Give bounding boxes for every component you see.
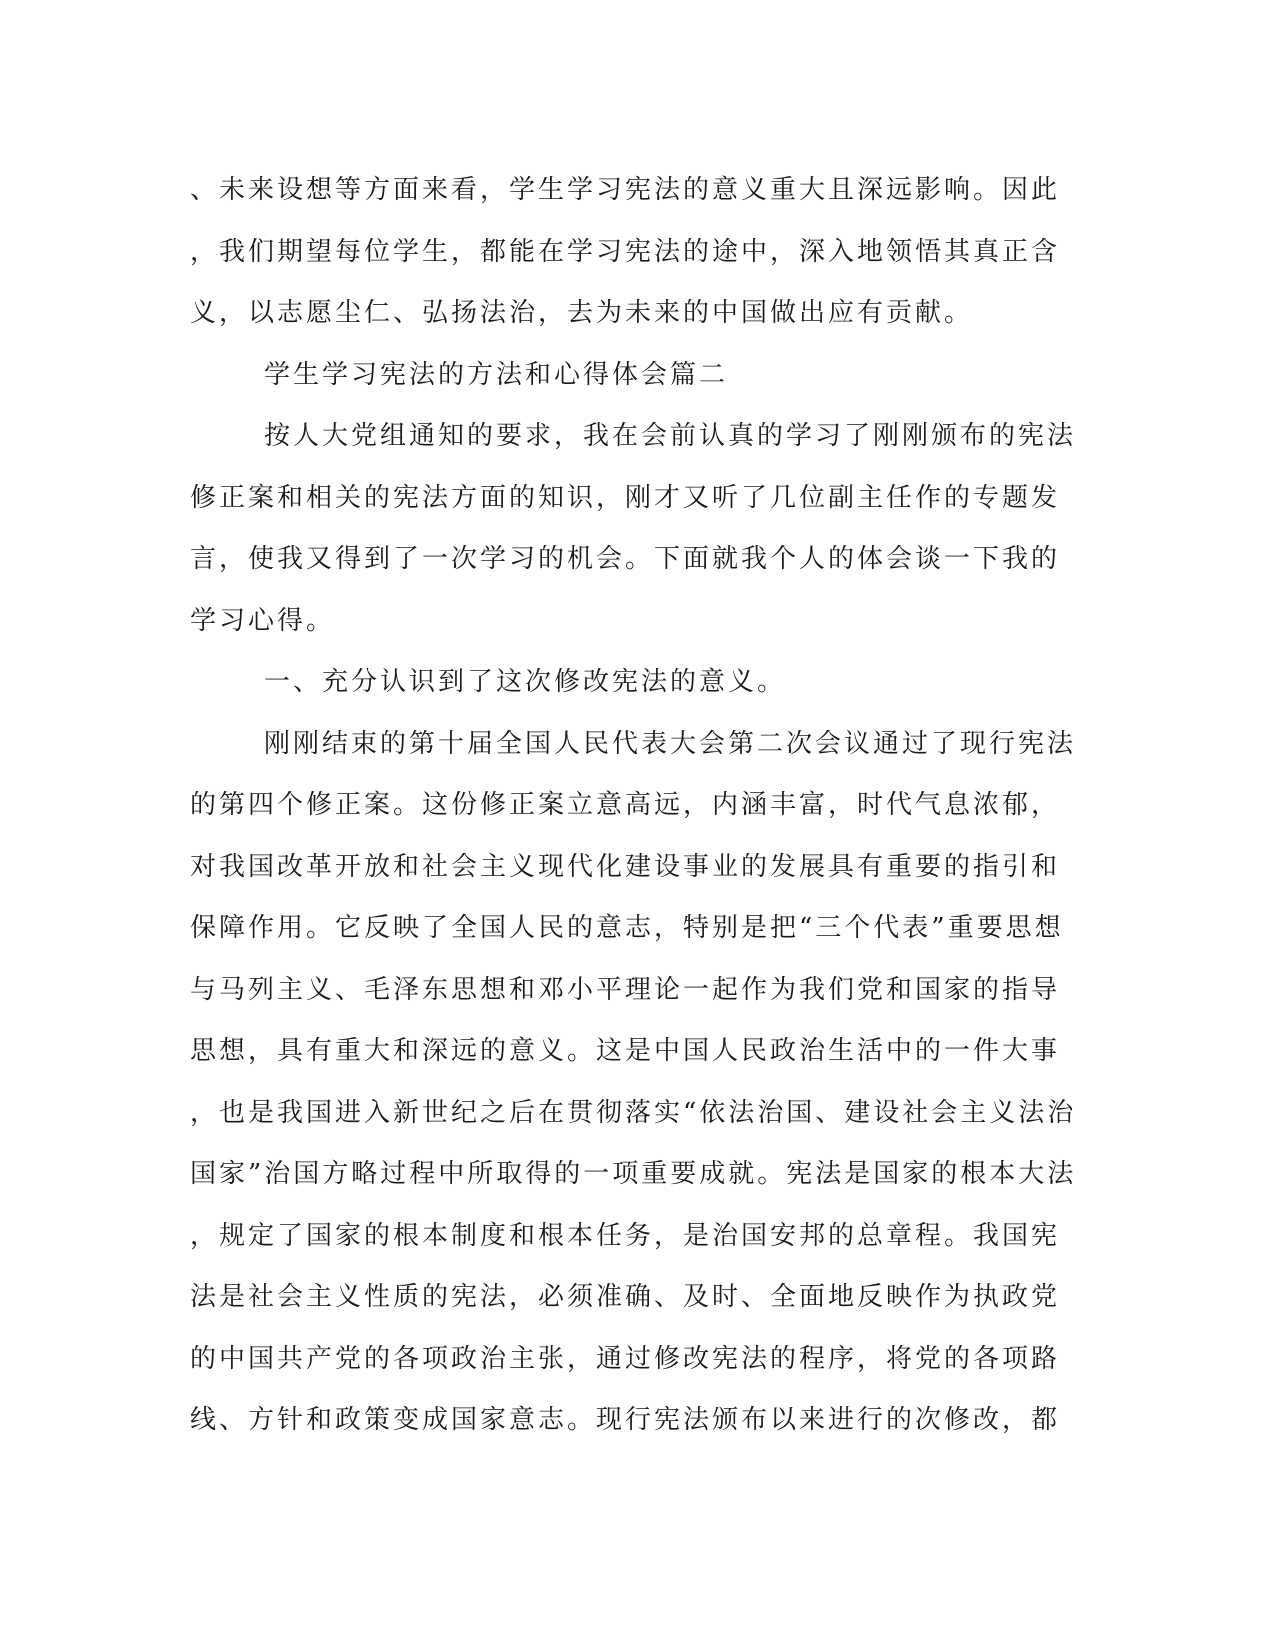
text-line: 线、方针和政策变成国家意志。现行宪法颁布以来进行的次修改，都 <box>190 1405 1061 1435</box>
text-line: 对我国改革开放和社会主义现代化建设事业的发展具有重要的指引和 <box>190 851 1061 882</box>
text-line: 义，以志愿尘仁、弘扬法治，去为未来的中国做出应有贡献。 <box>190 298 974 328</box>
text-line: 言，使我又得到了一次学习的机会。下面就我个人的体会谈一下我的 <box>190 544 1061 574</box>
paragraph-first-line: 刚刚结束的第十届全国人民代表大会第二次会议通过了现行宪法 <box>264 728 1077 759</box>
text-line: ，也是我国进入新世纪之后在贯彻落实“依法治国、建设社会主义法治 <box>190 1097 1077 1128</box>
text-line: 法是社会主义性质的宪法，必须准确、及时、全面地反映作为执政党 <box>190 1282 1061 1312</box>
text-line: 、未来设想等方面来看，学生学习宪法的意义重大且深远影响。因此 <box>190 175 1061 205</box>
text-line: 与马列主义、毛泽东思想和邓小平理论一起作为我们党和国家的指导 <box>190 974 1061 1005</box>
text-line: 保障作用。它反映了全国人民的意志，特别是把“三个代表”重要思想 <box>190 913 1064 943</box>
text-line: 的第四个修正案。这份修正案立意高远，内涵丰富，时代气息浓郁， <box>190 790 1061 820</box>
document-body <box>190 160 1080 1452</box>
text-line: 国家”治国方略过程中所取得的一项重要成就。宪法是国家的根本大法 <box>190 1159 1077 1189</box>
text-line: ，我们期望每位学生，都能在学习宪法的途中，深入地领悟其真正含 <box>190 236 1061 267</box>
text-line: 修正案和相关的宪法方面的知识，刚才又听了几位副主任作的专题发 <box>190 482 1061 513</box>
text-line: 的中国共产党的各项政治主张，通过修改宪法的程序，将党的各项路 <box>190 1343 1061 1374</box>
text-line: 学习心得。 <box>190 605 336 636</box>
section-heading: 学生学习宪法的方法和心得体会篇二 <box>264 359 729 390</box>
subsection-heading: 一、充分认识到了这次修改宪法的意义。 <box>264 667 787 697</box>
text-line: ，规定了国家的根本制度和根本任务，是治国安邦的总章程。我国宪 <box>190 1220 1061 1251</box>
text-line: 思想，具有重大和深远的意义。这是中国人民政治生活中的一件大事 <box>190 1036 1061 1066</box>
paragraph-first-line: 按人大党组通知的要求，我在会前认真的学习了刚刚颁布的宪法 <box>264 421 1077 451</box>
